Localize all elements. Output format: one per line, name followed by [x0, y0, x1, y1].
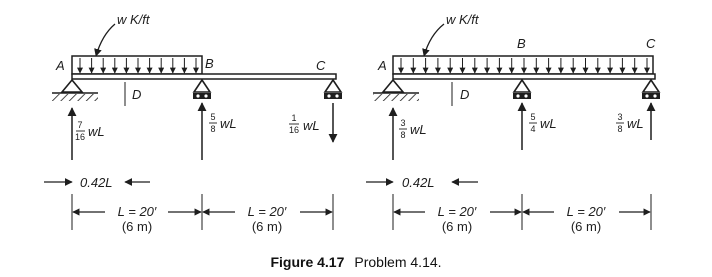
left-pin-support-a: [52, 80, 98, 101]
svg-text:(6 m): (6 m): [441, 219, 473, 234]
right-roller-support-c: [642, 80, 660, 99]
svg-text:5: 5: [210, 112, 216, 122]
svg-text:0.42L: 0.42L: [80, 175, 113, 190]
right-point-c: C: [646, 36, 656, 51]
right-roller-support-b: [513, 80, 531, 99]
left-point-d: D: [132, 87, 142, 102]
right-beam: [393, 74, 655, 79]
left-point-a: A: [56, 58, 65, 73]
svg-text:4: 4: [530, 124, 536, 134]
right-load-pointer: [424, 24, 444, 56]
svg-text:8: 8: [210, 124, 216, 134]
left-span-1: [73, 204, 201, 234]
right-point-a: A: [378, 58, 387, 73]
right-dim-d: [366, 175, 478, 190]
right-beam-diagram: [366, 12, 660, 234]
right-span-2: [523, 204, 650, 234]
svg-text:wL: wL: [88, 124, 105, 139]
svg-text:16: 16: [74, 132, 86, 142]
left-dim-d: [44, 175, 150, 190]
svg-text:wL: wL: [410, 122, 427, 137]
figure-caption: [0, 254, 712, 270]
svg-text:(6 m): (6 m): [121, 219, 153, 234]
right-reaction-label-b: [529, 112, 557, 134]
left-beam: [72, 74, 336, 79]
svg-text:wL: wL: [303, 118, 320, 133]
left-reaction-label-b: [209, 112, 237, 134]
figure-caption-label: Figure 4.17: [270, 254, 345, 270]
left-roller-support-b: [193, 80, 211, 99]
svg-text:wL: wL: [540, 116, 557, 131]
svg-text:(6 m): (6 m): [570, 219, 602, 234]
left-point-c: C: [316, 58, 326, 73]
right-load-label: w K/ft: [446, 12, 479, 27]
figure-caption-text: Problem 4.14.: [354, 254, 442, 270]
svg-text:L = 20′: L = 20′: [247, 204, 287, 219]
svg-text:3: 3: [400, 118, 406, 128]
left-reaction-label-c: [289, 113, 320, 135]
svg-text:(6 m): (6 m): [251, 219, 283, 234]
right-load-arrows: [401, 58, 647, 73]
svg-text:5: 5: [530, 112, 536, 122]
left-load-label: w K/ft: [117, 12, 150, 27]
right-point-d: D: [460, 87, 470, 102]
left-reaction-label-a: [75, 120, 105, 142]
right-reaction-label-a: [399, 118, 427, 140]
right-point-b: B: [517, 36, 526, 51]
left-roller-support-c: [324, 80, 342, 99]
svg-text:7: 7: [77, 120, 83, 130]
right-reaction-label-c: [616, 112, 644, 134]
left-load-arrows: [80, 58, 196, 73]
svg-text:8: 8: [400, 130, 406, 140]
svg-text:L = 20′: L = 20′: [117, 204, 157, 219]
svg-text:16: 16: [288, 125, 300, 135]
svg-text:L = 20′: L = 20′: [566, 204, 606, 219]
svg-text:1: 1: [291, 113, 297, 123]
svg-text:L = 20′: L = 20′: [437, 204, 477, 219]
svg-text:wL: wL: [627, 116, 644, 131]
left-point-b: B: [205, 56, 214, 71]
svg-text:0.42L: 0.42L: [402, 175, 435, 190]
left-span-2: [203, 204, 332, 234]
svg-text:wL: wL: [220, 116, 237, 131]
left-load-pointer: [96, 24, 115, 56]
right-load-block: [393, 56, 653, 74]
right-pin-support-a: [373, 80, 419, 101]
right-span-1: [394, 204, 521, 234]
left-beam-diagram: [44, 12, 342, 234]
svg-text:3: 3: [617, 112, 623, 122]
svg-text:8: 8: [617, 124, 623, 134]
